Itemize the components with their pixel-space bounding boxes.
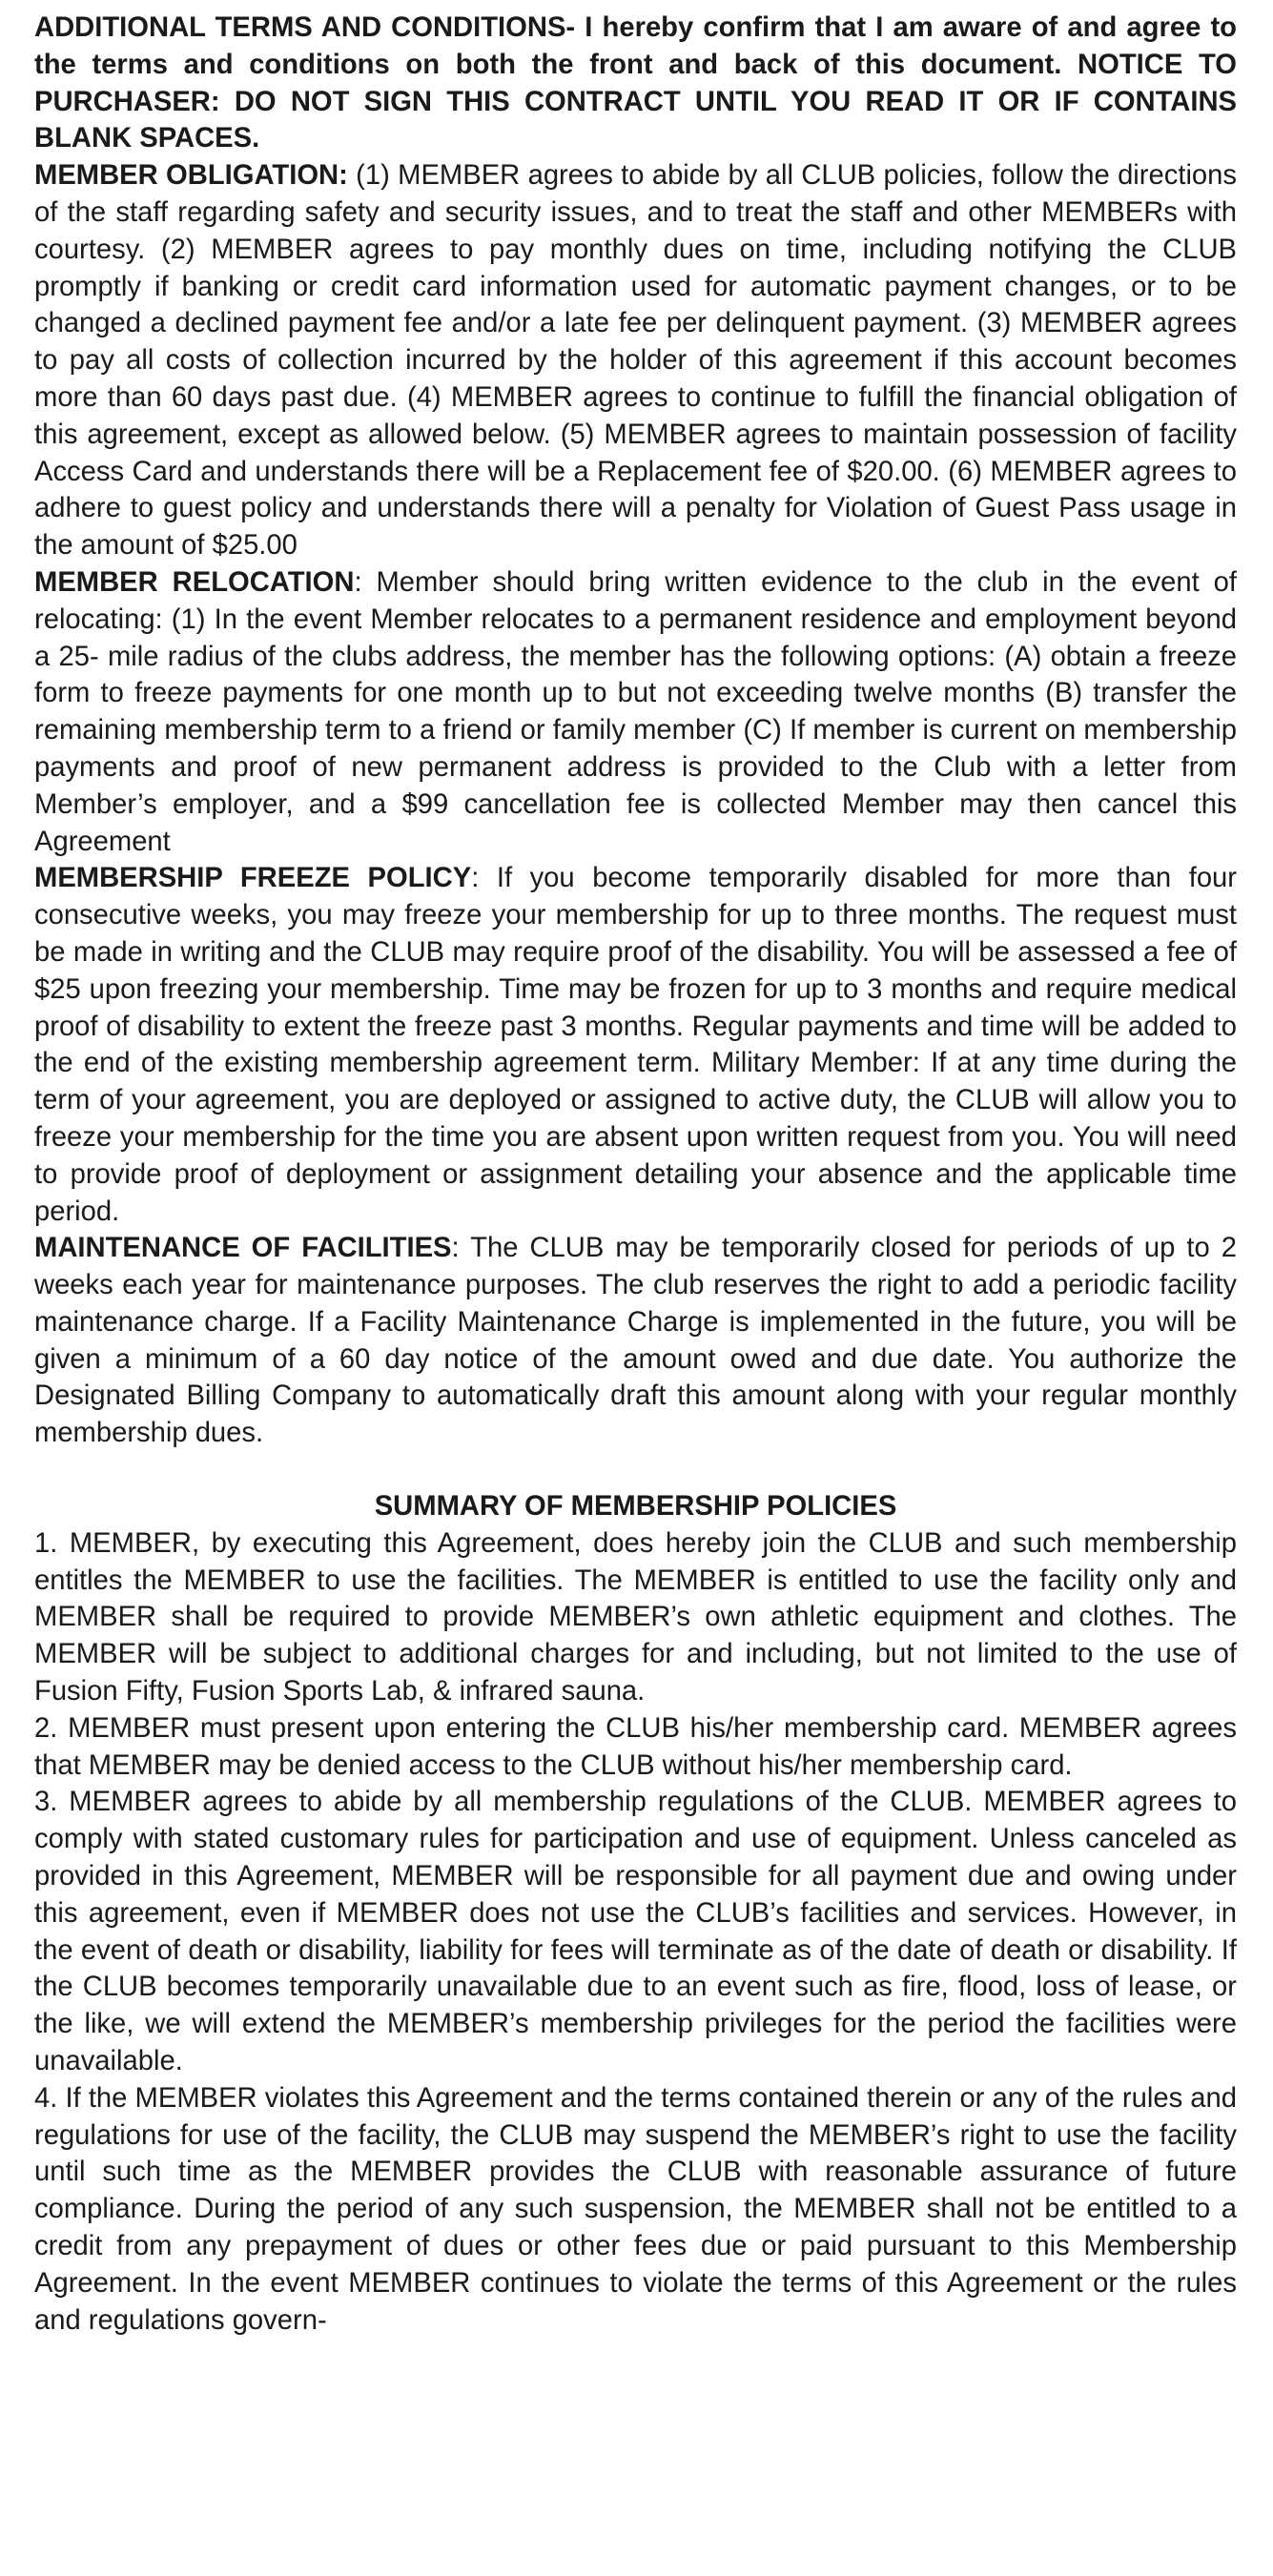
section-heading: MEMBERSHIP FREEZE POLICY [34,863,472,894]
section-body: (1) MEMBER agrees to abide by all CLUB policies, follow the directions of the staff regarding safety and security issues, and to treat the staff and other MEMBERs with courtesy. (2) MEMBER agrees to pay monthly dues on time, including notifying the CLUB promptly if banking or credit card information used for automatic payment changes, or to be changed a declined payment fee and/or a late fee per delinquent payment. (3) MEMBER agrees to pay all costs of collection incurred by the holder of this agreement if this account becomes more than 60 days past due. (4) MEMBER agrees to continue to fulfill the financial obligation of this agreement, except as allowed below. (5) MEMBER agrees to maintain possession of facility Access Card and understands there will be a Replacement fee of $20.00. (6) MEMBER agrees to adhere to guest policy and understands there will a penalty for Violation of Guest Pass usage in the amount of $25.00 [34,160,1237,562]
section-heading: MEMBER OBLIGATION: [34,160,348,192]
policy-item-3: 3. MEMBER agrees to abide by all membership regulations of the CLUB. MEMBER agrees to comply with stated customary rules for participation and use of equipment. Unless canceled as provided in this Agreement, MEMBER will be responsible for all payment due and owing under this agreement, even if MEMBER does not use the CLUB’s facilities and services. However, in the event of death or disability, liability for fees will terminate as of the date of death or disability. If the CLUB becomes temporarily unavailable due to an event such as fire, flood, loss of lease, or the like, we will extend the MEMBER’s membership privileges for the period the facilities were unavailable. [34,1787,1237,2077]
additional-terms-notice: ADDITIONAL TERMS AND CONDITIONS- I hereby confirm that I am aware of and agree to the terms and conditions on both the front and back of this document. NOTICE TO PURCHASER: DO NOT SIGN THIS CONTRACT UNTIL YOU READ IT OR IF CONTAINS BLANK SPACES. [34,12,1237,154]
section-member-relocation [34,564,1237,860]
policy-item-2: 2. MEMBER must present upon entering the CLUB his/her membership card. MEMBER agrees that MEMBER may be denied access to the CLUB without his/her membership card. [34,1712,1237,1781]
section-heading: MEMBER RELOCATION [34,566,355,598]
section-membership-freeze-policy [34,860,1237,1230]
policy-item-1: 1. MEMBER, by executing this Agreement, does hereby join the CLUB and such membership entitles the MEMBER to use the facilities. The MEMBER is entitled to use the facility only and MEMBER shall be required to provide MEMBER’s own athletic equipment and clothes. The MEMBER will be subject to additional charges for and including, but not limited to the use of Fusion Fifty, Fusion Sports Lab, & infrared sauna. [34,1527,1237,1707]
policy-item-4: 4. If the MEMBER violates this Agreement and the terms contained therein or any of the rules and regulations for use of the facility, the CLUB may suspend the MEMBER’s right to use the facility until such time as the MEMBER provides the CLUB with reasonable assurance of future compliance. During the period of any such suspension, the MEMBER shall not be entitled to a credit from any prepayment of dues or other fees due or paid pursuant to this Membership Agreement. In the event MEMBER continues to violate the terms of this Agreement or the rules and regulations govern- [34,2082,1237,2336]
section-spacer [34,1452,1237,1488]
section-maintenance-of-facilities [34,1230,1237,1452]
summary-title: SUMMARY OF MEMBERSHIP POLICIES [374,1491,897,1523]
section-body: : The CLUB may be temporarily closed for periods of up to 2 weeks each year for maintenance purposes. The club reserves the right to add a periodic facility maintenance charge. If a Facility Maintenance Charge is implemented in the future, you will be given a minimum of a 60 day notice of the amount owed and due date. You authorize the Designated Billing Company to automatically draft this amount along with your regular monthly membership dues. [34,1233,1238,1449]
section-heading: MAINTENANCE OF FACILITIES [34,1233,452,1264]
section-body: : If you become temporarily disabled for more than four consecutive weeks, you may freeze your membership for up to three months. The request must be made in writing and the CLUB may require proof of the disability. You will be assessed a fee of $25 upon freezing your membership. Time may be frozen for up to 3 months and require medical proof of disability to extent the freeze past 3 months. Regular payments and time will be added to the end of the existing membership agreement term. Military Member: If at any time during the term of your agreement, you are deployed or assigned to active duty, the CLUB will allow you to freeze your membership for the time you are absent upon written request from you. You will need to provide proof of deployment or assignment detailing your absence and the applicable time period. [34,863,1237,1227]
section-body: : Member should bring written evidence to the club in the event of relocating: (1) In the event Member relocates to a permanent residence and employment beyond a 25- mile radius of the clubs address, the member has the following options: (A) obtain a freeze form to freeze payments for one month up to but not exceeding twelve months (B) transfer the remaining membership term to a friend or family member (C) If member is current on membership payments and proof of new permanent address is provided to the Club with a letter from Member’s employer, and a $99 cancellation fee is collected Member may then cancel this Agreement [34,566,1237,857]
section-member-obligation [34,157,1237,564]
